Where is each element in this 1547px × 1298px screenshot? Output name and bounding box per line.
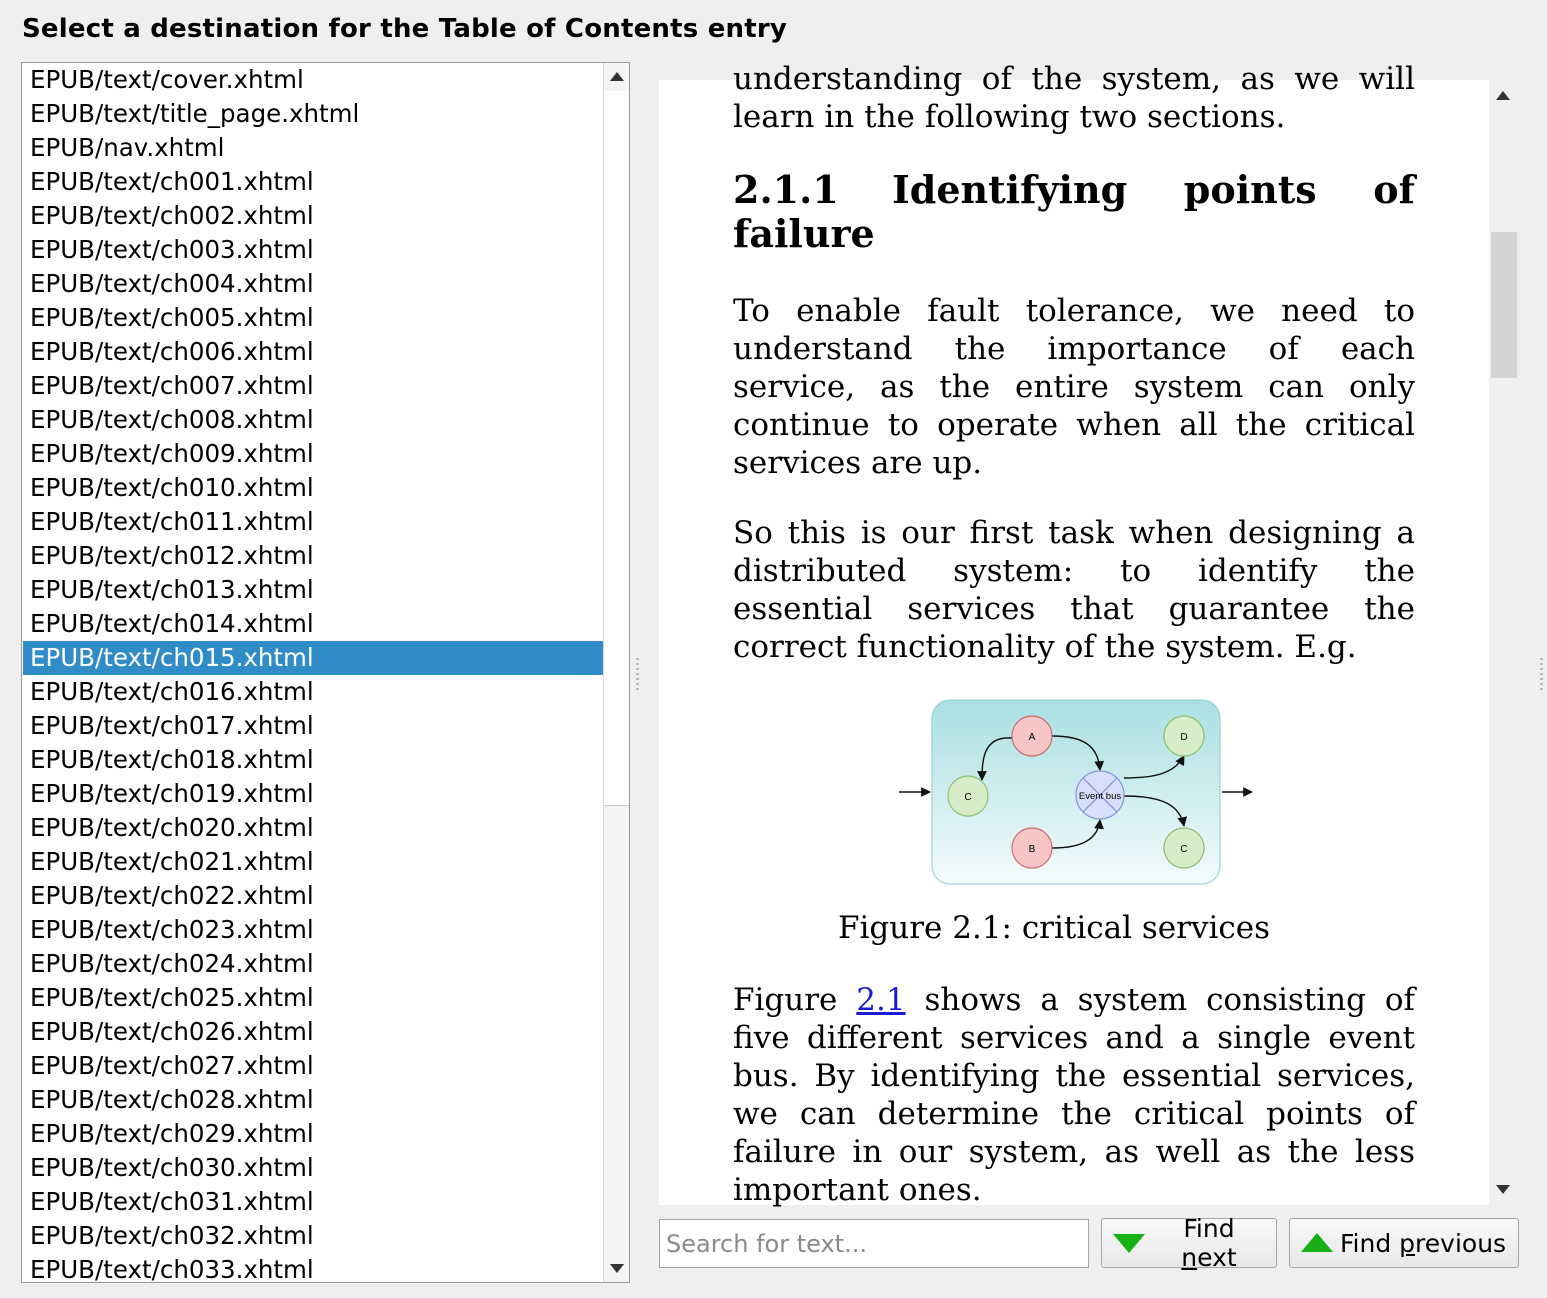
preview-paragraph: So this is our first task when designing a distributed system: to identify the essential services that guarantee the correct functionality of the system. E.g. xyxy=(733,515,1415,665)
critical-services-diagram xyxy=(894,698,1254,890)
preview-paragraph: To enable fault tolerance, we need to understand the importance of each service, as the entire system can only continue to operate when all the critical services are up. xyxy=(733,293,1415,481)
find-previous-label: Find previous xyxy=(1340,1228,1507,1258)
arrow-down-icon xyxy=(1112,1232,1146,1254)
list-scrollbar[interactable] xyxy=(603,63,629,1282)
splitter-handle[interactable] xyxy=(636,658,639,692)
file-list-item[interactable]: EPUB/text/title_page.xhtml xyxy=(30,99,360,128)
find-next-button[interactable] xyxy=(1101,1214,1277,1272)
figure-caption: Figure 2.1: critical services xyxy=(837,910,1271,946)
list-scroll-up-button[interactable] xyxy=(604,63,629,89)
file-list-item[interactable]: EPUB/text/ch010.xhtml xyxy=(30,473,314,502)
file-list-item[interactable]: EPUB/text/ch016.xhtml xyxy=(30,677,314,706)
file-list-item[interactable]: EPUB/text/ch011.xhtml xyxy=(30,507,314,536)
para-prefix: Figure xyxy=(733,982,857,1018)
file-list-item[interactable]: EPUB/text/ch021.xhtml xyxy=(30,847,314,876)
file-list-item[interactable]: EPUB/text/ch018.xhtml xyxy=(30,745,314,774)
find-next-label: Find next xyxy=(1181,1214,1237,1272)
arrow-up-icon xyxy=(610,71,624,81)
file-list-item[interactable]: EPUB/text/ch014.xhtml xyxy=(30,609,314,638)
preview-paragraph: understanding of the system, as we will learn in the following two sections. xyxy=(733,61,1415,135)
figure xyxy=(733,698,1415,947)
file-list-item[interactable]: EPUB/text/ch022.xhtml xyxy=(30,881,314,910)
search-input[interactable] xyxy=(659,1219,1089,1268)
find-previous-button[interactable] xyxy=(1289,1218,1519,1268)
section-number: 2.1.1 xyxy=(733,167,839,212)
preview-paragraph xyxy=(733,981,1415,1209)
file-list-item[interactable]: EPUB/text/ch005.xhtml xyxy=(30,303,314,332)
file-list-item[interactable]: EPUB/text/ch008.xhtml xyxy=(30,405,314,434)
file-list[interactable] xyxy=(23,63,603,1287)
file-list-item[interactable]: EPUB/text/ch032.xhtml xyxy=(30,1221,314,1250)
file-list-item[interactable]: EPUB/text/ch033.xhtml xyxy=(30,1255,314,1284)
list-scroll-thumb[interactable] xyxy=(604,91,629,806)
file-list-item[interactable]: EPUB/text/ch031.xhtml xyxy=(30,1187,314,1216)
node-c-left-label: C xyxy=(964,792,972,803)
arrow-up-icon xyxy=(1300,1232,1334,1254)
node-a-label: A xyxy=(1028,732,1036,743)
node-d-label: D xyxy=(1180,732,1188,743)
file-list-item[interactable]: EPUB/text/ch002.xhtml xyxy=(30,201,314,230)
file-list-panel[interactable] xyxy=(21,62,630,1283)
file-list-item[interactable]: EPUB/text/ch006.xhtml xyxy=(30,337,314,366)
arrow-down-icon xyxy=(1496,1185,1510,1195)
preview-panel xyxy=(659,61,1489,1208)
section-title: Identifying points of failure xyxy=(733,167,1415,256)
file-list-item[interactable]: EPUB/text/ch027.xhtml xyxy=(30,1051,314,1080)
preview-scroll-thumb[interactable] xyxy=(1491,232,1517,378)
file-list-item[interactable]: EPUB/text/ch023.xhtml xyxy=(30,915,314,944)
node-b-label: B xyxy=(1028,844,1036,855)
file-list-item[interactable]: EPUB/text/ch025.xhtml xyxy=(30,983,314,1012)
preview-scroll-up-button[interactable] xyxy=(1489,82,1517,108)
arrow-up-icon xyxy=(1496,90,1510,100)
file-list-item[interactable]: EPUB/text/ch028.xhtml xyxy=(30,1085,314,1114)
file-list-item[interactable]: EPUB/text/ch003.xhtml xyxy=(30,235,314,264)
file-list-item[interactable]: EPUB/text/ch029.xhtml xyxy=(30,1119,314,1148)
file-list-item[interactable]: EPUB/text/ch026.xhtml xyxy=(30,1017,314,1046)
file-list-item[interactable]: EPUB/text/ch001.xhtml xyxy=(30,167,314,196)
file-list-item[interactable]: EPUB/text/ch024.xhtml xyxy=(30,949,314,978)
file-list-item[interactable]: EPUB/text/ch009.xhtml xyxy=(30,439,314,468)
file-list-item[interactable]: EPUB/text/cover.xhtml xyxy=(30,65,304,94)
file-list-item[interactable]: EPUB/nav.xhtml xyxy=(30,133,225,162)
dialog-title: Select a destination for the Table of Contents entry xyxy=(22,14,788,44)
preview-content xyxy=(733,60,1415,1241)
preview-scrollbar[interactable] xyxy=(1489,80,1517,1205)
arrow-down-icon xyxy=(610,1264,624,1274)
file-list-item[interactable]: EPUB/text/ch030.xhtml xyxy=(30,1153,314,1182)
file-list-item[interactable]: EPUB/text/ch013.xhtml xyxy=(30,575,314,604)
file-list-item[interactable]: EPUB/text/ch019.xhtml xyxy=(30,779,314,808)
list-scroll-down-button[interactable] xyxy=(604,1256,629,1282)
figure-reference-link[interactable]: 2.1 xyxy=(856,982,906,1018)
file-list-item[interactable]: EPUB/text/ch007.xhtml xyxy=(30,371,314,400)
file-list-item[interactable]: EPUB/text/ch020.xhtml xyxy=(30,813,314,842)
para-text: shows a system consisting of five different services and a single event bus. By identifying the essential services, we can determine the critical points of failure in our system, as well as the less important ones. xyxy=(733,982,1415,1208)
section-heading xyxy=(733,168,1415,256)
file-list-item[interactable]: EPUB/text/ch004.xhtml xyxy=(30,269,314,298)
file-list-item[interactable]: EPUB/text/ch017.xhtml xyxy=(30,711,314,740)
preview-scroll-down-button[interactable] xyxy=(1489,1177,1517,1203)
event-bus-label: Event bus xyxy=(1078,791,1122,802)
file-list-item[interactable]: EPUB/text/ch015.xhtml xyxy=(23,641,603,675)
splitter-handle-right[interactable] xyxy=(1540,658,1543,692)
node-c-right-label: C xyxy=(1180,844,1188,855)
file-list-item[interactable]: EPUB/text/ch012.xhtml xyxy=(30,541,314,570)
